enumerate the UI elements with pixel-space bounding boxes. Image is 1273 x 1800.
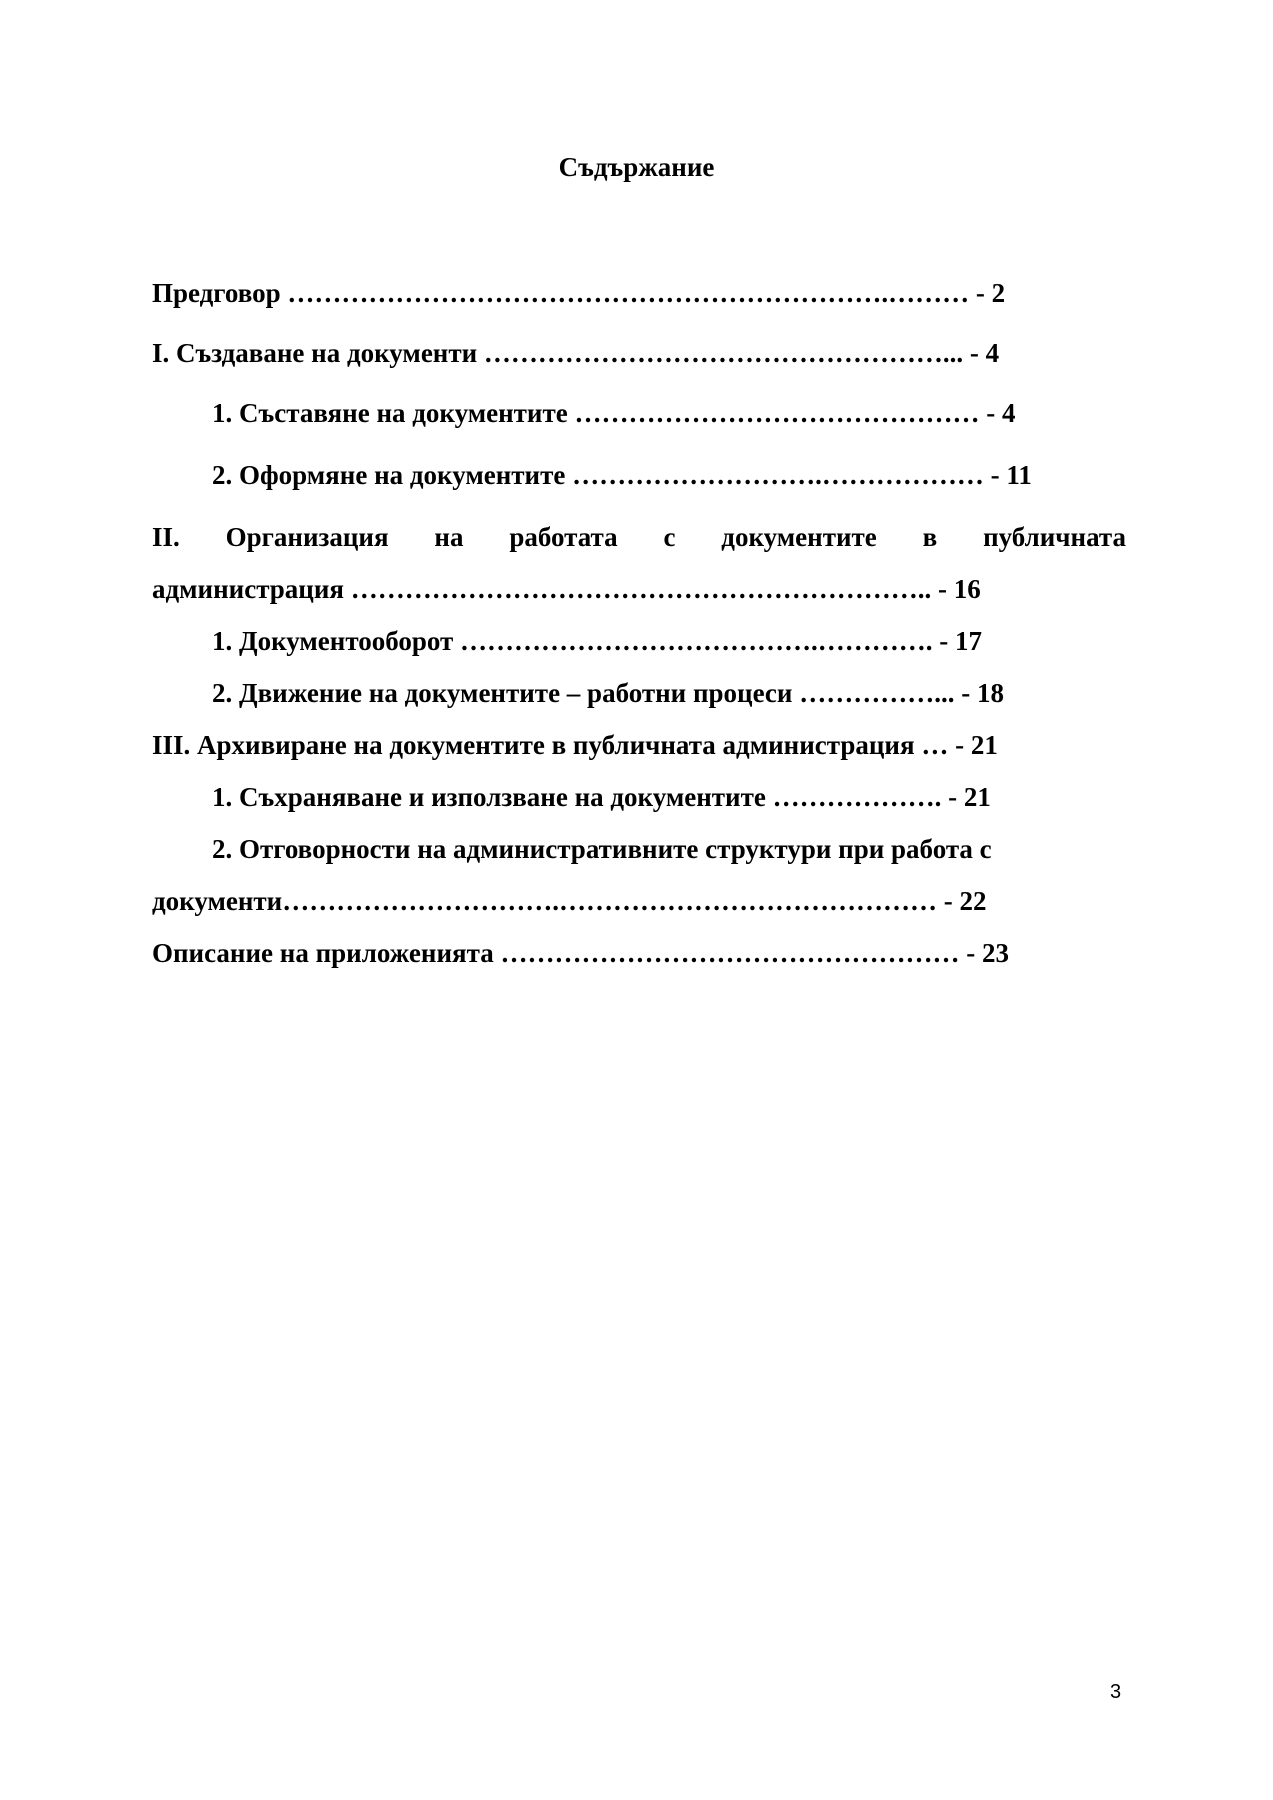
toc-entry-section-1: I. Създаване на документи ……………………………………………... - 4 (152, 338, 1000, 368)
page-number: 3 (1110, 1681, 1122, 1703)
toc-entry-section-3-item-2: 2. Отговорности на административните структури при работа с (212, 834, 992, 864)
toc-entry-section-2-item-1: 1. Документооборот ………………………………….…………. - 17 (212, 626, 983, 656)
toc-entry-section-2 (152, 520, 1126, 554)
toc-entry-section-2-item-2: 2. Движение на документите – работни процеси ……………... - 18 (212, 678, 1004, 708)
toc-entry-preface: Предговор ………………………………………………………….……… - 2 (152, 278, 1006, 308)
toc-entry-section-1-item-1: 1. Съставяне на документите ……………………………………… - 4 (212, 398, 1016, 428)
toc-entry-section-2-continued: администрация ……………………………………………………….. - 16 (152, 574, 981, 604)
toc-word: публичната (983, 522, 1126, 552)
toc-word: с (663, 522, 676, 552)
toc-entry-section-3: III. Архивиране на документите в публичната администрация … - 21 (152, 730, 998, 760)
toc-word: документите (721, 522, 877, 552)
toc-entry-section-1-item-2: 2. Оформяне на документите ……………………….……………… - 11 (212, 460, 1032, 490)
toc-word: работата (509, 522, 618, 552)
page-title: Съдържание (558, 152, 715, 182)
toc-entry-section-3-item-2-continued: документи………………………….…………………………………… - 22 (152, 886, 987, 916)
toc-entry-annex: Описание на приложенията …………………………………………… - 23 (152, 938, 1009, 968)
toc-word: Организация (225, 522, 389, 552)
toc-word: на (434, 522, 464, 552)
toc-entry-section-3-item-1: 1. Съхраняване и използване на документите ………………. - 21 (212, 782, 991, 812)
toc-word: II. (152, 522, 180, 552)
toc-word: в (922, 522, 938, 552)
